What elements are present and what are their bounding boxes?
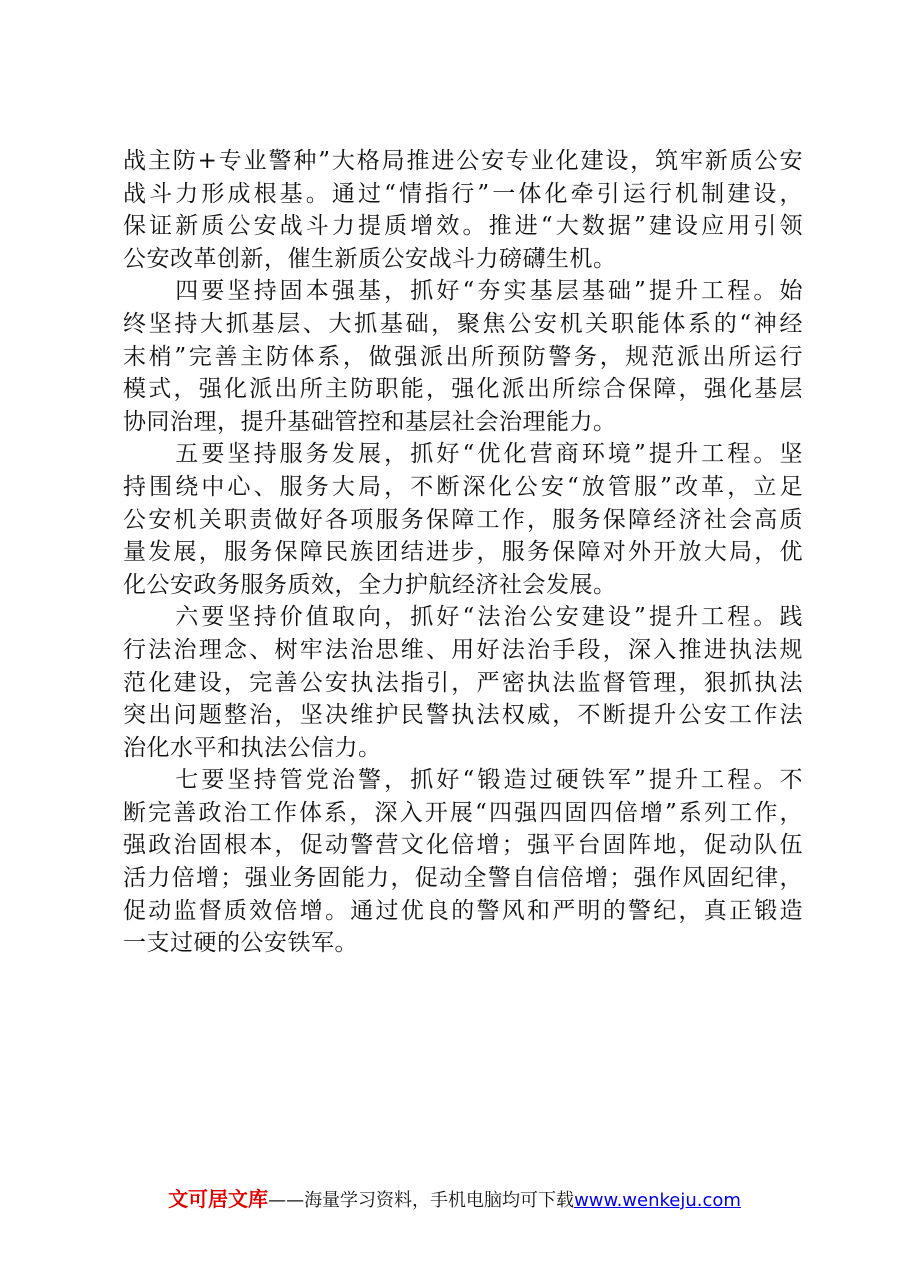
text-line: 公安机关职责做好各项服务保障工作，服务保障经济社会高质	[123, 506, 803, 533]
text-line: 治化水平和执法公信力。	[123, 734, 382, 761]
footer-banner	[0, 1183, 909, 1212]
text-line: 持围绕中心、服务大局，不断深化公安“放管服”改革，立足	[123, 473, 803, 500]
text-line: 范化建设，完善公安执法指引，严密执法监督管理，狠抓执法	[123, 669, 803, 696]
text-line: 七要坚持管党治警，抓好“锻造过硬铁军”提升工程。不	[123, 767, 803, 794]
text-line: 量发展，服务保障民族团结进步，服务保障对外开放大局，优	[123, 539, 803, 566]
footer-tagline: ——海量学习资料，手机电脑均可下载	[268, 1190, 575, 1211]
footer-brand: 文可居文库	[168, 1187, 269, 1211]
text-line: 行法治理念、树牢法治思维、用好法治手段，深入推进执法规	[123, 636, 803, 663]
text-line: 末梢”完善主防体系，做强派出所预防警务，规范派出所运行	[123, 343, 803, 370]
text-line: 公安改革创新，催生新质公安战斗力磅礴生机。	[123, 245, 617, 272]
footer-url-link[interactable]: www.wenkeju.com	[574, 1190, 741, 1211]
body-text	[123, 145, 803, 960]
text-line: 战斗力形成根基。通过“情指行”一体化牵引运行机制建设，	[123, 180, 803, 207]
text-line: 六要坚持价值取向，抓好“法治公安建设”提升工程。践	[123, 604, 803, 631]
text-line: 一支过硬的公安铁军。	[123, 930, 358, 957]
text-line: 战主防+专业警种”大格局推进公安专业化建设，筑牢新质公安	[123, 148, 803, 174]
text-line: 突出问题整治，坚决维护民警执法权威，不断提升公安工作法	[123, 702, 803, 729]
text-line: 强政治固根本，促动警营文化倍增；强平台固阵地，促动队伍	[123, 832, 803, 859]
text-line: 五要坚持服务发展，抓好“优化营商环境”提升工程。坚	[123, 441, 803, 468]
text-line: 促动监督质效倍增。通过优良的警风和严明的警纪，真正锻造	[123, 897, 803, 924]
text-line: 保证新质公安战斗力提质增效。推进“大数据”建设应用引领	[123, 213, 803, 240]
text-line: 活力倍增；强业务固能力，促动全警自信倍增；强作风固纪律，	[123, 865, 803, 892]
text-line: 断完善政治工作体系，深入开展“四强四固四倍增”系列工作，	[123, 799, 803, 826]
text-line: 四要坚持固本强基，抓好“夯实基层基础”提升工程。始	[123, 278, 803, 305]
text-line: 模式，强化派出所主防职能，强化派出所综合保障，强化基层	[123, 376, 803, 403]
text-line: 协同治理，提升基础管控和基层社会治理能力。	[123, 408, 617, 435]
text-line: 化公安政务服务质效，全力护航经济社会发展。	[123, 571, 617, 598]
text-line: 终坚持大抓基层、大抓基础，聚焦公安机关职能体系的“神经	[123, 310, 803, 337]
